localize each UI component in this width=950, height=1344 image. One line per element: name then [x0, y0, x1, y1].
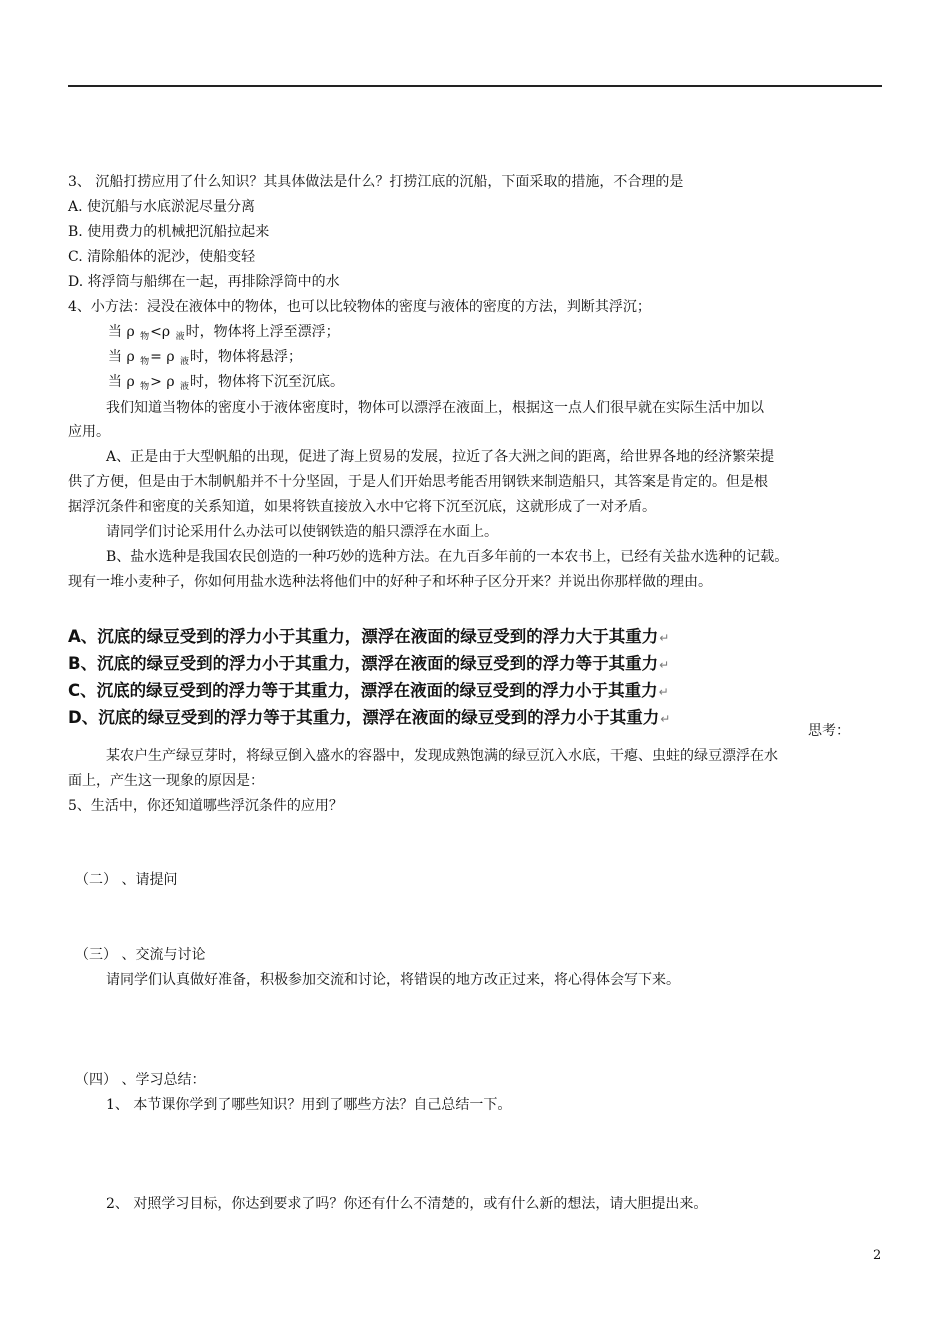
cond-op: <ρ: [150, 324, 175, 340]
section-discuss-title: （三） 、交流与讨论: [75, 947, 206, 963]
cond-pre: 当 ρ: [108, 374, 140, 390]
paragraph-a-line2: 供了方便，但是由于木制帆船并不十分坚固，于是人们开始思考能否用钢铁来制造船只，其答案是肯定的。但是根: [68, 474, 768, 490]
bean-option-a: A、沉底的绿豆受到的浮力小于其重力，漂浮在液面的绿豆受到的浮力大于其重力↵: [68, 627, 670, 646]
section-discuss-text: 请同学们认真做好准备，积极参加交流和讨论，将错误的地方改正过来，将心得体会写下来。: [106, 972, 680, 988]
density-condition-suspend: [108, 347, 302, 369]
return-mark: ↵: [659, 631, 670, 645]
bean-question-line2: 面上，产生这一现象的原因是：: [68, 773, 264, 789]
sub-liquid: 液: [180, 382, 190, 392]
return-mark: ↵: [659, 658, 670, 672]
sub-liquid: 液: [180, 357, 190, 367]
return-mark: ↵: [660, 712, 671, 726]
header-rule: [68, 85, 882, 87]
q3-option-a: A. 使沉船与水底淤泥尽量分离: [68, 199, 256, 215]
paragraph-b-line2: 现有一堆小麦种子，你如何用盐水选种法将他们中的好种子和坏种子区分开来？并说出你那样做的理由。: [68, 574, 712, 590]
q3-option-d: D. 将浮筒与船绑在一起，再排除浮筒中的水: [68, 274, 340, 290]
cond-pre: 当 ρ: [108, 349, 140, 365]
q4-intro: 4、小方法：浸没在液体中的物体，也可以比较物体的密度与液体的密度的方法，判断其浮沉；: [68, 299, 651, 315]
cond-op: > ρ: [150, 374, 180, 390]
cond-op: = ρ: [150, 349, 180, 365]
q3-stem: 3、 沉船打捞应用了什么知识？其具体做法是什么？打捞江底的沉船，下面采取的措施，不合理的是: [68, 174, 684, 190]
cond-post: 时，物体将下沉至沉底。: [190, 374, 345, 390]
density-condition-rise: [108, 322, 340, 344]
discussion-prompt: 请同学们讨论采用什么办法可以使钢铁造的船只漂浮在水面上。: [106, 524, 498, 540]
paragraph-b-line1: B、盐水选种是我国农民创造的一种巧妙的选种方法。在九百多年前的一本农书上，已经有关盐水选种的记载。: [106, 549, 789, 565]
section-ask-title: （二） 、请提问: [75, 872, 178, 888]
paragraph-float-line1: 我们知道当物体的密度小于液体密度时，物体可以漂浮在液面上，根据这一点人们很早就在实际生活中加以: [106, 400, 764, 416]
summary-item-1: 1、 本节课你学到了哪些知识？用到了哪些方法？自己总结一下。: [106, 1097, 512, 1113]
q3-option-b: B. 使用费力的机械把沉船拉起来: [68, 224, 270, 240]
sub-liquid: 液: [175, 332, 185, 342]
bean-question-line1: 某农户生产绿豆芽时，将绿豆倒入盛水的容器中，发现成熟饱满的绿豆沉入水底，干瘪、虫蛀的绿豆漂浮在水: [106, 748, 778, 764]
cond-post: 时，物体将悬浮；: [190, 349, 303, 365]
density-condition-sink: [108, 372, 344, 394]
paragraph-float-line2: 应用。: [68, 424, 110, 440]
sub-object: 物: [140, 332, 150, 342]
q3-option-c: C. 清除船体的泥沙，使船变轻: [68, 249, 256, 265]
cond-post: 时，物体将上浮至漂浮；: [185, 324, 340, 340]
page-number: 2: [873, 1248, 882, 1263]
sub-object: 物: [140, 357, 150, 367]
section-summary-title: （四） 、学习总结：: [75, 1072, 206, 1088]
paragraph-a-line3: 据浮沉条件和密度的关系知道，如果将铁直接放入水中它将下沉至沉底，这就形成了一对矛盾。: [68, 499, 656, 515]
bean-option-d: D、沉底的绿豆受到的浮力等于其重力，漂浮在液面的绿豆受到的浮力小于其重力↵: [68, 708, 671, 727]
cond-pre: 当 ρ: [108, 324, 140, 340]
bean-option-b: B、沉底的绿豆受到的浮力小于其重力，漂浮在液面的绿豆受到的浮力等于其重力↵: [68, 654, 670, 673]
return-mark: ↵: [658, 685, 669, 699]
q5-text: 5、生活中，你还知道哪些浮沉条件的应用？: [68, 798, 343, 814]
think-label: 思考：: [808, 723, 850, 739]
paragraph-a-line1: A、正是由于大型帆船的出现，促进了海上贸易的发展，拉近了各大洲之间的距离，给世界各地的经济繁荣提: [106, 449, 775, 465]
summary-item-2: 2、 对照学习目标，你达到要求了吗？你还有什么不清楚的，或有什么新的想法，请大胆提出来。: [106, 1196, 708, 1212]
sub-object: 物: [140, 382, 150, 392]
bean-option-c: C、沉底的绿豆受到的浮力等于其重力，漂浮在液面的绿豆受到的浮力小于其重力↵: [68, 681, 669, 700]
